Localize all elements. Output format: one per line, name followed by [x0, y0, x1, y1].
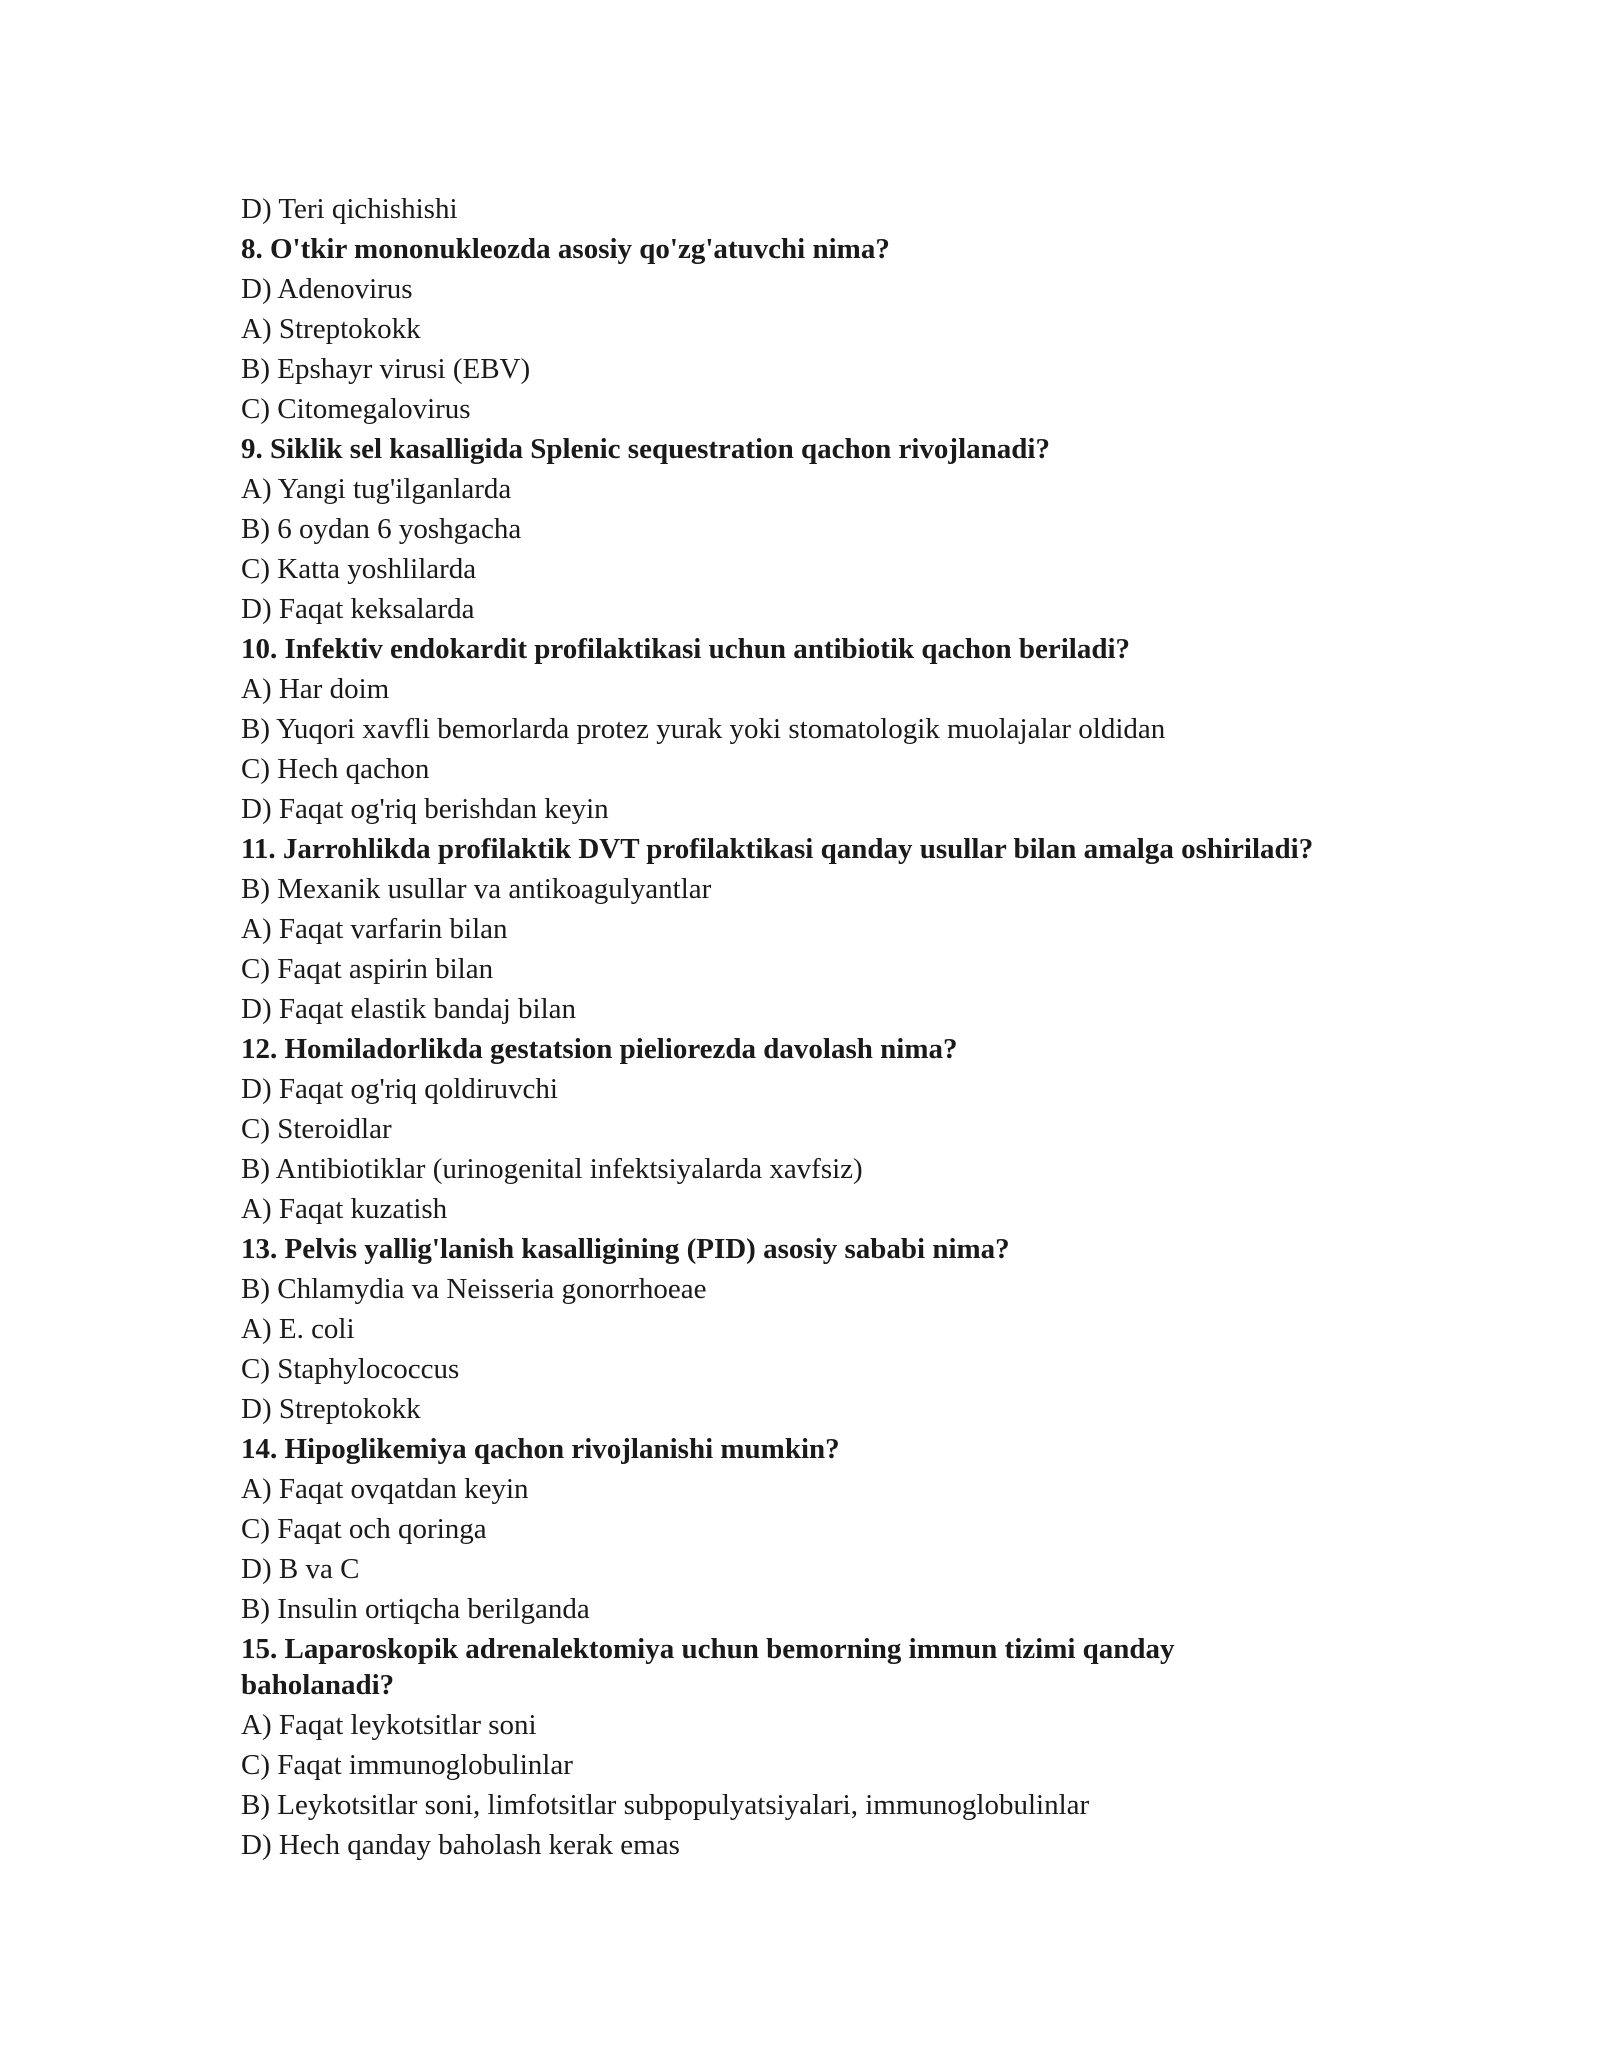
answer-option: B) 6 oydan 6 yoshgacha [241, 513, 522, 545]
answer-option: B) Insulin ortiqcha berilganda [241, 1593, 590, 1625]
answer-option: A) Streptokokk [241, 313, 421, 345]
question-text: 15. Laparoskopik adrenalektomiya uchun bemorning immun tizimi qanday baholanadi? [241, 1633, 1175, 1701]
answer-option: D) Faqat elastik bandaj bilan [241, 993, 577, 1025]
answer-option: D) Adenovirus [241, 273, 413, 305]
answer-option: C) Staphylococcus [241, 1353, 460, 1385]
answer-option: C) Katta yoshlilarda [241, 553, 477, 585]
answer-option: B) Chlamydia va Neisseria gonorrhoeae [241, 1273, 707, 1305]
answer-option: C) Faqat och qoringa [241, 1513, 487, 1545]
document-page [241, 189, 1421, 1865]
answer-option: A) Har doim [241, 673, 390, 705]
answer-option: B) Leykotsitlar soni, limfotsitlar subpopulyatsiyalari, immunoglobulinlar [241, 1789, 1090, 1821]
question-text: 8. O'tkir mononukleozda asosiy qo'zg'atuvchi nima? [241, 233, 890, 265]
question-text: 11. Jarrohlikda profilaktik DVT profilaktikasi qanday usullar bilan amalga oshiriladi? [241, 833, 1314, 865]
answer-option: D) Hech qanday baholash kerak emas [241, 1829, 680, 1861]
question-text: 13. Pelvis yallig'lanish kasalligining (PID) asosiy sababi nima? [241, 1233, 1010, 1265]
answer-option: A) Faqat ovqatdan keyin [241, 1473, 529, 1505]
answer-option: A) Faqat leykotsitlar soni [241, 1709, 537, 1741]
question-text: 10. Infektiv endokardit profilaktikasi uchun antibiotik qachon beriladi? [241, 633, 1131, 665]
answer-option: B) Antibiotiklar (urinogenital infektsiyalarda xavfsiz) [241, 1153, 863, 1185]
answer-option: C) Hech qachon [241, 753, 430, 785]
question-text: 9. Siklik sel kasalligida Splenic sequestration qachon rivojlanadi? [241, 433, 1050, 465]
answer-option: D) Streptokokk [241, 1393, 421, 1425]
answer-option: D) Faqat og'riq qoldiruvchi [241, 1073, 558, 1105]
answer-option: C) Citomegalovirus [241, 393, 471, 425]
answer-option: B) Epshayr virusi (EBV) [241, 353, 531, 385]
answer-option: B) Yuqori xavfli bemorlarda protez yurak yoki stomatologik muolajalar oldidan [241, 713, 1166, 745]
answer-option: A) Faqat varfarin bilan [241, 913, 508, 945]
answer-option: D) Teri qichishishi [241, 193, 458, 225]
answer-option: C) Steroidlar [241, 1113, 392, 1145]
answer-option: D) B va C [241, 1553, 360, 1585]
answer-option: B) Mexanik usullar va antikoagulyantlar [241, 873, 712, 905]
question-text: 12. Homiladorlikda gestatsion pieliorezda davolash nima? [241, 1033, 958, 1065]
answer-option: C) Faqat aspirin bilan [241, 953, 494, 985]
answer-option: D) Faqat og'riq berishdan keyin [241, 793, 609, 825]
answer-option: C) Faqat immunoglobulinlar [241, 1749, 573, 1781]
answer-option: D) Faqat keksalarda [241, 593, 475, 625]
question-text: 14. Hipoglikemiya qachon rivojlanishi mumkin? [241, 1433, 840, 1465]
answer-option: A) E. coli [241, 1313, 355, 1345]
answer-option: A) Yangi tug'ilganlarda [241, 473, 512, 505]
answer-option: A) Faqat kuzatish [241, 1193, 448, 1225]
